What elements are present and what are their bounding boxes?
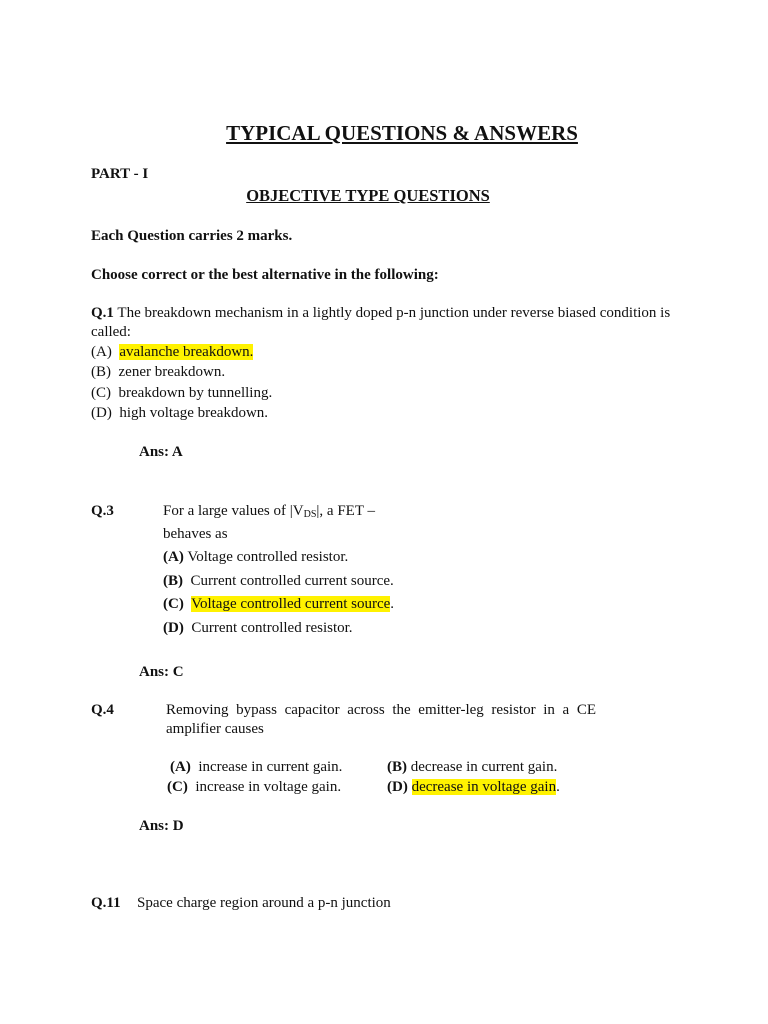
part-label: PART - I [91, 166, 149, 182]
option-b [163, 573, 394, 590]
option-letter: (D) [387, 779, 408, 795]
question-number: Q.3 [91, 503, 114, 519]
marks-instruction: Each Question carries 2 marks. [91, 228, 293, 244]
option-letter: (A) [163, 549, 184, 565]
section-heading: OBJECTIVE TYPE QUESTIONS [246, 186, 490, 205]
option-text-highlighted: avalanche breakdown. [119, 344, 254, 360]
option-text: high voltage breakdown. [119, 405, 269, 421]
option-letter: (B) [163, 573, 183, 589]
choose-instruction: Choose correct or the best alternative in the following: [91, 267, 439, 283]
option-letter: (D) [163, 620, 184, 636]
option-c [91, 385, 272, 402]
question-text-line [91, 305, 670, 322]
question-text-line: Removing bypass capacitor across the emitter-leg resistor in a CE [166, 702, 596, 718]
question-number: Q.4 [91, 702, 114, 718]
option-a [170, 759, 342, 776]
answer-label: Ans: C [139, 664, 184, 680]
question-text: The breakdown mechanism in a lightly doped p-n junction under reverse biased condition is [117, 305, 671, 321]
question-number: Q.11 [91, 895, 121, 911]
option-b [91, 364, 225, 381]
question-text-line: amplifier causes [166, 721, 264, 737]
option-d [91, 405, 268, 422]
option-d: (D) decrease in voltage gain. [387, 779, 560, 795]
option-text: increase in voltage gain. [195, 779, 342, 795]
option-text-highlighted: decrease in voltage gain [411, 779, 557, 795]
option-text: Current controlled current source. [190, 573, 394, 589]
question-text: Space charge region around a p-n junction [137, 895, 391, 911]
question-text: For a large values of $|V_{DS}|$, a FET – [163, 503, 375, 520]
answer-label: Ans: D [139, 818, 184, 834]
option-c [167, 779, 341, 796]
option-letter: (C) [163, 596, 184, 612]
option-letter: (A) [170, 759, 191, 775]
option-a [163, 549, 348, 566]
question-text-line: called: [91, 324, 131, 340]
option-a [91, 344, 253, 361]
option-letter: (A) [91, 344, 112, 360]
option-text: Current controlled resistor. [191, 620, 353, 636]
question-number: Q.1 [91, 305, 114, 321]
answer-label: Ans: A [139, 444, 183, 460]
option-text: increase in current gain. [198, 759, 343, 775]
question-text-line: behaves as [163, 526, 228, 542]
page-title: TYPICAL QUESTIONS & ANSWERS [226, 121, 578, 145]
option-b [387, 759, 557, 776]
option-d [163, 620, 353, 637]
option-text: breakdown by tunnelling. [118, 385, 273, 401]
option-text: zener breakdown. [118, 364, 226, 380]
option-letter: (C) [91, 385, 111, 401]
option-c: (C) Voltage controlled current source. [163, 596, 395, 612]
option-letter: (B) [91, 364, 111, 380]
option-letter: (C) [167, 779, 188, 795]
option-text: Voltage controlled resistor. [187, 549, 349, 565]
option-letter: (D) [91, 405, 112, 421]
option-text-highlighted: Voltage controlled current source [191, 596, 391, 612]
option-letter: (B) [387, 759, 407, 775]
option-text: decrease in current gain. [410, 759, 558, 775]
